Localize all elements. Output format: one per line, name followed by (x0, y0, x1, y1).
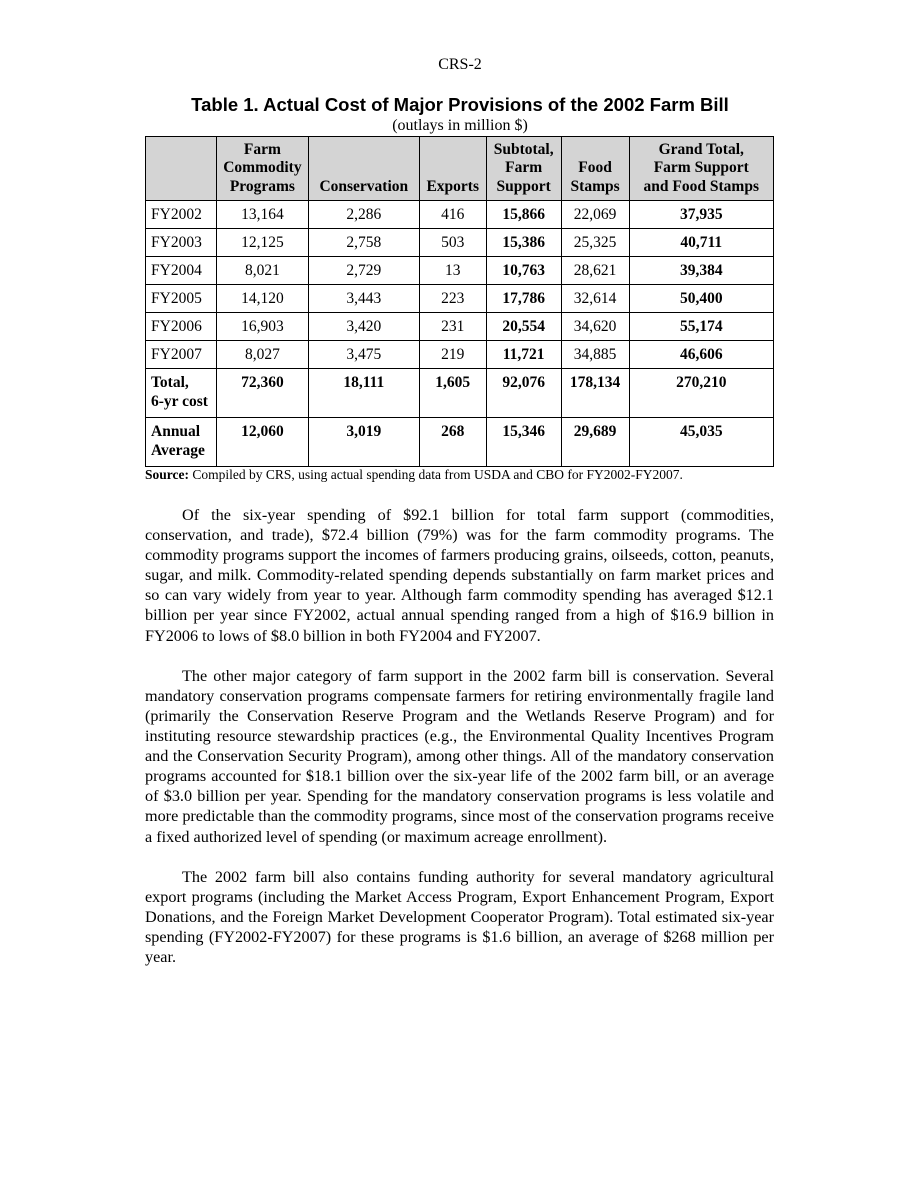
paragraph-commodity: Of the six-year spending of $92.1 billion for total farm support (commodities, conservation, and trade), $72.4 billion (79%) was for the farm commodity programs. The commodity programs support the incomes of farmers producing grains, oilseeds, cotton, peanuts, sugar, and milk. Commodity-related spending depends substantially on farm market prices and so can vary widely from year to year. Although farm commodity spending has averaged $12.1 billion per year since FY2002, actual annual spending ranged from a high of $16.9 billion in FY2006 to lows of $8.0 billion in both FY2004 and FY2007. (145, 506, 774, 645)
table-row-total-6yr (146, 369, 774, 418)
row-label: FY2004 (146, 257, 217, 285)
cell-conservation: 3,019 (308, 418, 419, 467)
cell-farm-commodity: 14,120 (216, 285, 308, 313)
cost-table (145, 136, 774, 467)
source-label: Source: (145, 467, 189, 482)
header-food-stamps: Food Stamps (561, 137, 629, 201)
cell-farm-commodity: 8,027 (216, 341, 308, 369)
cell-grand-total: 55,174 (629, 313, 773, 341)
row-label: FY2007 (146, 341, 217, 369)
row-label: FY2006 (146, 313, 217, 341)
cell-exports: 223 (419, 285, 486, 313)
cell-farm-commodity: 12,060 (216, 418, 308, 467)
cell-food-stamps: 28,621 (561, 257, 629, 285)
cell-grand-total: 45,035 (629, 418, 773, 467)
page-header: CRS-2 (438, 56, 482, 73)
row-label: FY2003 (146, 229, 217, 257)
table-row-fy2006 (146, 313, 774, 341)
header-subtotal-farm-support: Subtotal, Farm Support (486, 137, 561, 201)
cell-conservation: 3,443 (308, 285, 419, 313)
cell-grand-total: 40,711 (629, 229, 773, 257)
cell-food-stamps: 34,620 (561, 313, 629, 341)
cell-subtotal: 92,076 (486, 369, 561, 418)
row-label: FY2002 (146, 201, 217, 229)
cell-grand-total: 46,606 (629, 341, 773, 369)
cell-subtotal: 15,866 (486, 201, 561, 229)
cell-farm-commodity: 72,360 (216, 369, 308, 418)
cell-farm-commodity: 12,125 (216, 229, 308, 257)
cell-food-stamps: 34,885 (561, 341, 629, 369)
table-header-row (146, 137, 774, 201)
cell-subtotal: 17,786 (486, 285, 561, 313)
table-row-fy2004 (146, 257, 774, 285)
row-label: Total, 6-yr cost (146, 369, 217, 418)
cell-grand-total: 39,384 (629, 257, 773, 285)
cell-subtotal: 11,721 (486, 341, 561, 369)
header-conservation: Conservation (308, 137, 419, 201)
cell-conservation: 3,420 (308, 313, 419, 341)
header-farm-commodity-programs: Farm Commodity Programs (216, 137, 308, 201)
cell-conservation: 2,286 (308, 201, 419, 229)
table-row-fy2007 (146, 341, 774, 369)
paragraph-exports: The 2002 farm bill also contains funding authority for several mandatory agricultural export programs (including the Market Access Program, Export Enhancement Program, Export Donations, and the Foreign Market Development Cooperator Program). Total estimated six-year spending (FY2002-FY2007) for these programs is $1.6 billion, an average of $268 million per year. (145, 867, 774, 967)
body-text (145, 505, 774, 987)
cell-subtotal: 15,386 (486, 229, 561, 257)
cell-food-stamps: 178,134 (561, 369, 629, 418)
table-row-fy2003 (146, 229, 774, 257)
cell-food-stamps: 32,614 (561, 285, 629, 313)
cell-exports: 231 (419, 313, 486, 341)
cell-grand-total: 270,210 (629, 369, 773, 418)
table-subtitle: (outlays in million $) (392, 117, 528, 134)
cell-conservation: 2,729 (308, 257, 419, 285)
cell-farm-commodity: 13,164 (216, 201, 308, 229)
paragraph-conservation: The other major category of farm support in the 2002 farm bill is conservation. Several mandatory conservation programs compensate farmers for retiring environmentally fragile land (primarily the Conservation Reserve Program and the Wetlands Reserve Program) and for instituting resource stewardship practices (e.g., the Environmental Quality Incentives Program and the Conservation Security Program), among other things. All of the mandatory conservation programs accounted for $18.1 billion over the six-year life of the 2002 farm bill, or an average of $3.0 billion per year. Spending for the mandatory conservation programs is less volatile and more predictable than the commodity programs, since most of the conservation programs receive a fixed authorized level of spending (or maximum acreage enrollment). (145, 666, 774, 846)
row-label: Annual Average (146, 418, 217, 467)
cell-food-stamps: 22,069 (561, 201, 629, 229)
cell-exports: 13 (419, 257, 486, 285)
source-text: Compiled by CRS, using actual spending data from USDA and CBO for FY2002-FY2007. (189, 467, 683, 482)
cell-food-stamps: 29,689 (561, 418, 629, 467)
cell-farm-commodity: 8,021 (216, 257, 308, 285)
table-row-fy2005 (146, 285, 774, 313)
cell-exports: 268 (419, 418, 486, 467)
cell-subtotal: 10,763 (486, 257, 561, 285)
cell-exports: 416 (419, 201, 486, 229)
cell-subtotal: 15,346 (486, 418, 561, 467)
table-row-fy2002 (146, 201, 774, 229)
table-row-annual-average (146, 418, 774, 467)
cell-grand-total: 50,400 (629, 285, 773, 313)
cell-conservation: 2,758 (308, 229, 419, 257)
cell-food-stamps: 25,325 (561, 229, 629, 257)
cell-farm-commodity: 16,903 (216, 313, 308, 341)
cell-exports: 219 (419, 341, 486, 369)
row-label: FY2005 (146, 285, 217, 313)
header-exports: Exports (419, 137, 486, 201)
cell-grand-total: 37,935 (629, 201, 773, 229)
cell-conservation: 18,111 (308, 369, 419, 418)
cell-conservation: 3,475 (308, 341, 419, 369)
cell-exports: 1,605 (419, 369, 486, 418)
header-grand-total: Grand Total, Farm Support and Food Stamps (629, 137, 773, 201)
cell-subtotal: 20,554 (486, 313, 561, 341)
cell-exports: 503 (419, 229, 486, 257)
source-note (145, 467, 785, 483)
table-title: Table 1. Actual Cost of Major Provisions of the 2002 Farm Bill (191, 94, 729, 115)
header-blank (146, 137, 217, 201)
